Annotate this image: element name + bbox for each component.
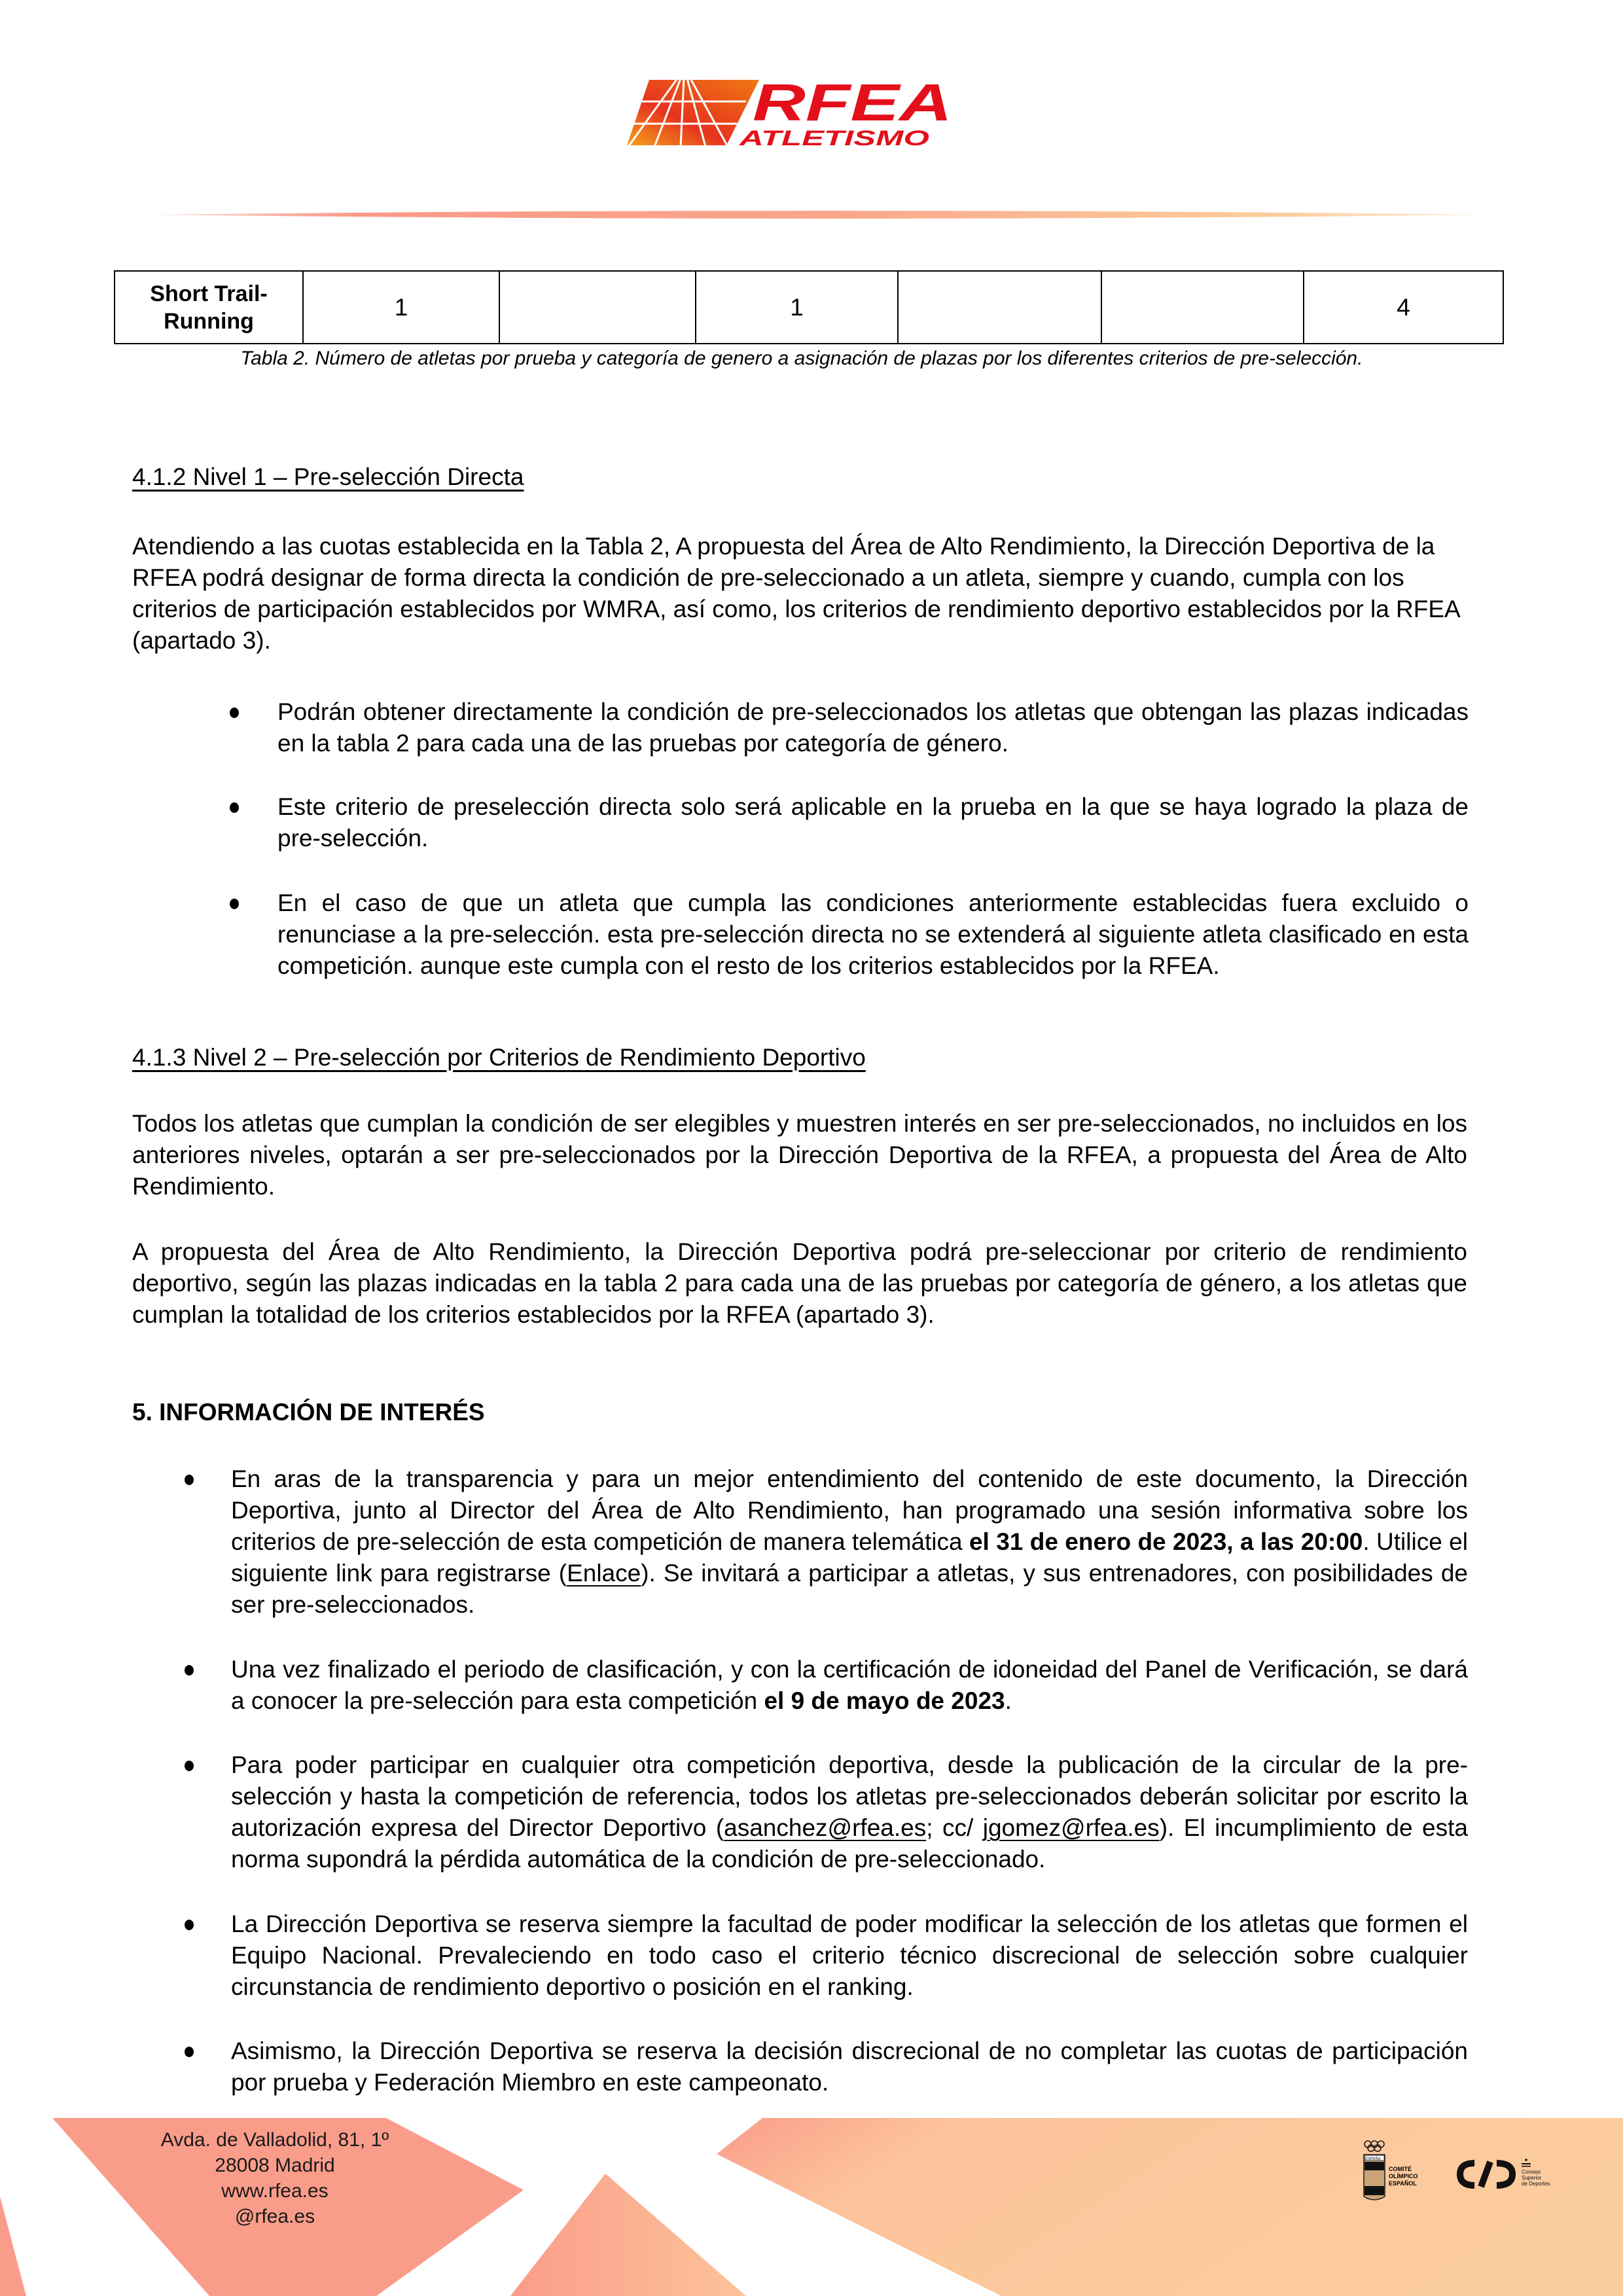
coe-badge-text: ESPAÑA (1365, 2157, 1381, 2161)
text: Una vez finalizado el periodo de clasificación, y con la certificación de idoneidad del Panel de Verificación, se dará a conocer la pre-selección para esta competición (231, 1656, 1468, 1714)
bullet-icon (185, 1665, 194, 1676)
section-heading-4-1-3: 4.1.3 Nivel 2 – Pre-selección por Criterios de Rendimiento Deportivo (132, 1044, 866, 1071)
table-row (115, 271, 1503, 344)
table-cell: 4 (1304, 271, 1503, 344)
coe-text: ESPAÑOL (1389, 2180, 1417, 2187)
bullet-icon (185, 1920, 194, 1930)
text: En aras de la transparencia y para un mejor entendimiento del contenido de este documento, la Dirección Deportiva, junto al Director del Área de Alto Rendimiento, han programado una sesión informativa sobre los criterios de pre-selección de esta competición de manera telemática (231, 1465, 1468, 1555)
bullet-icon (230, 708, 239, 718)
bullet-icon (185, 2047, 194, 2057)
header-gradient-rule (151, 208, 1499, 221)
paragraph: Todos los atletas que cumplan la condición de ser elegibles y muestren interés en ser pre-seleccionados, no incluidos en los anteriores niveles, optarán a ser pre-seleccionados por la Dirección Deportiva de la RFEA, a propuesta del Área de Alto Rendimiento. (132, 1110, 1467, 1200)
table-cell (898, 271, 1101, 344)
comite-olimpico-espanol-logo (1363, 2139, 1435, 2204)
section-heading-4-1-2: 4.1.2 Nivel 1 – Pre-selección Directa (132, 463, 524, 490)
list-item: La Dirección Deportiva se reserva siempre la facultad de poder modificar la selección de los atletas que formen el Equipo Nacional. Prevaleciendo en todo caso el criterio técnico discrecional de selección sobre cualquier circunstancia de rendimiento deportivo o posición en el ranking. (231, 1910, 1468, 2000)
csd-mark-icon (1460, 2162, 1512, 2187)
list-item (231, 1463, 1468, 1621)
paragraph: Atendiendo a las cuotas establecida en la Tabla 2, A propuesta del Área de Alto Rendimiento, la Dirección Deportiva de la RFEA podrá designar de forma directa la condición de pre-seleccionado a un atleta, siempre y cuando, cumpla con los criterios de participación establecidos por WMRA, así como, los criterios de rendimiento deportivo establecidos por la RFEA (apartado 3). (132, 533, 1459, 654)
table-cell-event: Short Trail-Running (115, 271, 303, 344)
table-caption: Tabla 2. Número de atletas por prueba y categoría de genero a asignación de plazas por los diferentes criterios de pre-selección. (240, 348, 1363, 369)
list-item: Podrán obtener directamente la condición de pre-seleccionados los atletas que obtengan las plazas indicadas en la tabla 2 para cada una de las pruebas por categoría de género. (277, 698, 1469, 757)
address-line: 28008 Madrid (215, 2155, 335, 2176)
crown-icon (1522, 2159, 1531, 2166)
announcement-date: el 9 de mayo de 2023 (764, 1687, 1005, 1714)
table-cell (499, 271, 696, 344)
paragraph: A propuesta del Área de Alto Rendimiento, la Dirección Deportiva podrá pre-seleccionar por criterio de rendimiento deportivo, según las plazas indicadas en la tabla 2 para cada una de las pruebas por categoría de género, a los atletas que cumplan la totalidad de los criterios establecidos por la RFEA (apartado 3). (132, 1238, 1467, 1328)
email-link-jgomez[interactable]: jgomez@rfea.es (982, 1814, 1160, 1841)
table-cell (1101, 271, 1304, 344)
csd-text: Superior (1522, 2175, 1542, 2181)
text: Para poder participar en cualquier otra competición deportiva, desde la publicación de la circular de la pre-selección y hasta la competición de referencia, todos los atletas pre-seleccionados deberán solicitar por escrito la autorización expresa del Director Deportivo ( (231, 1751, 1468, 1841)
text: . (1005, 1687, 1012, 1714)
list-item (231, 1654, 1468, 1717)
olympic-rings-icon (1364, 2141, 1384, 2151)
quota-table (114, 270, 1504, 344)
logo-secondary-text: ATLETISMO (738, 126, 930, 150)
text: ; cc/ (926, 1814, 983, 1841)
footer-address (118, 2127, 432, 2229)
coe-text: COMITÉ (1389, 2166, 1412, 2172)
list-item: Asimismo, la Dirección Deportiva se reserva la decisión discrecional de no completar las cuotas de participación por prueba y Federación Miembro en este campeonato. (231, 2037, 1468, 2096)
spain-shield-icon (1364, 2155, 1385, 2200)
text: ). Se invitará a participar a atletas, y sus entrenadores, con posibilidades de ser pre-seleccionados. (231, 1560, 1468, 1618)
text: . Utilice el siguiente link para registrarse ( (231, 1528, 1468, 1587)
bullet-icon (230, 899, 239, 909)
table-cell: 1 (303, 271, 499, 344)
consejo-superior-deportes-logo (1456, 2157, 1561, 2193)
website-link[interactable]: www.rfea.es (221, 2180, 329, 2202)
list-item: En el caso de que un atleta que cumpla las condiciones anteriormente establecidas fuera excluido o renunciase a la pre-selección. esta pre-selección directa no se extenderá al siguiente atleta clasificado en esta competición. aunque este cumpla con el resto de los criterios establecidos por la RFEA. (277, 889, 1469, 979)
coe-text: OLÍMPICO (1389, 2173, 1418, 2179)
bullet-icon (185, 1475, 194, 1485)
bullet-icon (185, 1761, 194, 1771)
csd-text: Consejo (1522, 2169, 1541, 2175)
session-date: el 31 de enero de 2023, a las 20:00 (969, 1528, 1363, 1555)
address-line: Avda. de Valladolid, 81, 1º (160, 2129, 389, 2151)
registration-link[interactable]: Enlace (567, 1560, 641, 1587)
social-handle[interactable]: @rfea.es (234, 2206, 315, 2227)
section-heading-5: 5. INFORMACIÓN DE INTERÉS (132, 1399, 485, 1426)
table-cell: 1 (696, 271, 898, 344)
rfea-atletismo-logo (622, 73, 962, 151)
logo-primary-text: RFEA (753, 73, 952, 132)
bullet-icon (230, 802, 239, 813)
list-item: Este criterio de preselección directa solo será aplicable en la prueba en la que se haya logrado la plaza de pre-selección. (277, 793, 1469, 852)
list-item (231, 1749, 1468, 1875)
text: ). El incumplimiento de esta norma supondrá la pérdida automática de la condición de pre-seleccionado. (231, 1814, 1468, 1873)
csd-text: de Deportes (1522, 2181, 1550, 2187)
email-link-asanchez[interactable]: asanchez@rfea.es (724, 1814, 927, 1841)
